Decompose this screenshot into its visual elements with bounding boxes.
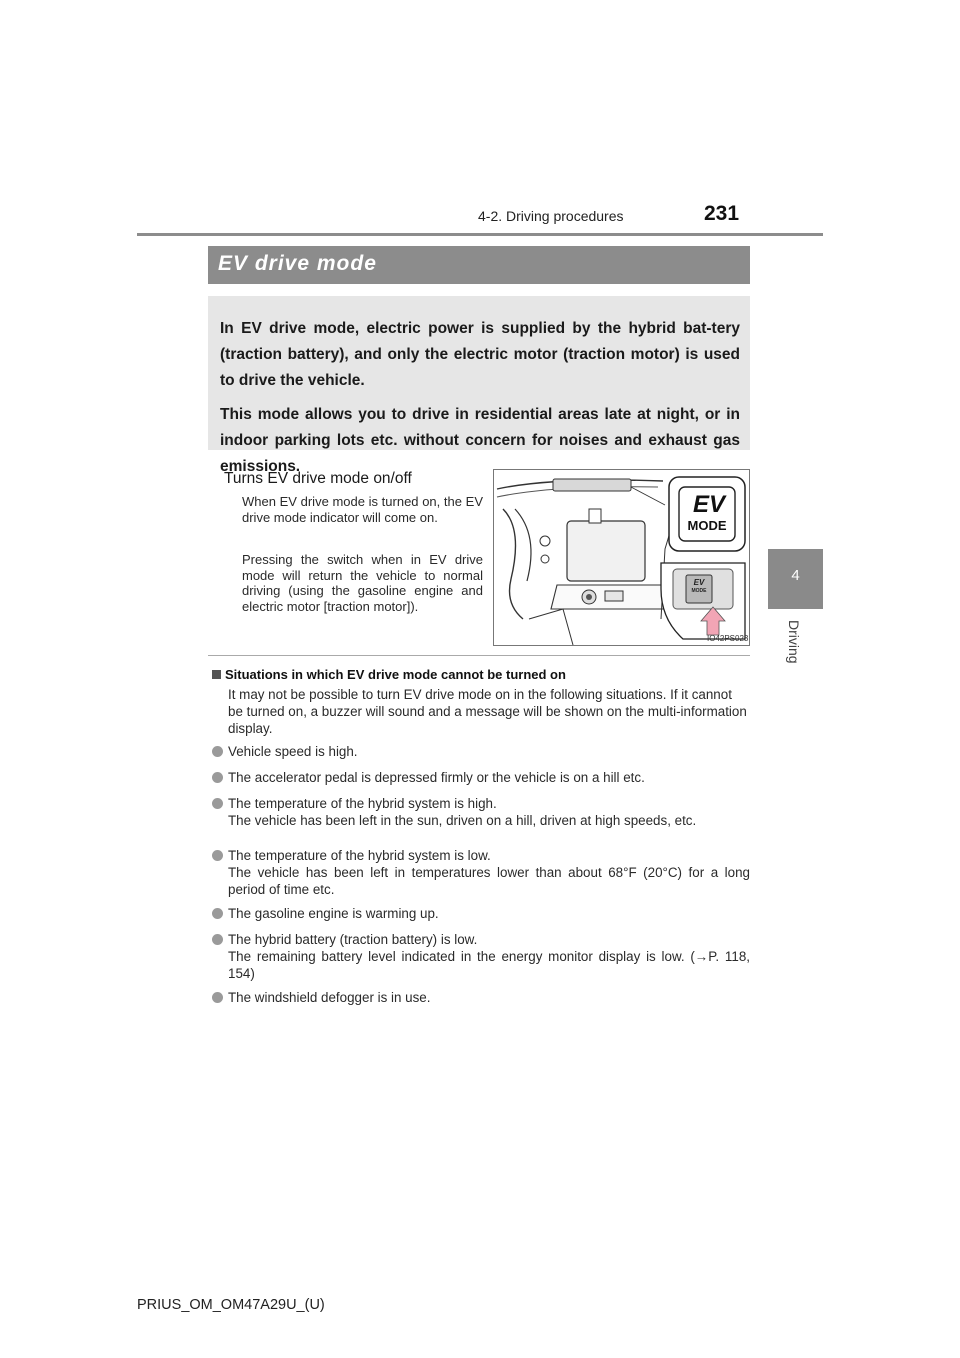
list-item (212, 769, 750, 786)
list-item (212, 795, 750, 829)
ev-switch-label-top: EV (693, 578, 705, 587)
ev-switch-label-bottom: MODE (691, 588, 707, 594)
list-item-text: Vehicle speed is high. (228, 744, 358, 759)
switch-paragraph: Pressing the switch when in EV drive mode will return the vehicle to normal driving (using the gasoline engine and electric motor [traction motor]). (242, 552, 483, 614)
dashboard-illustration (493, 469, 750, 646)
subsection-heading-text: Situations in which EV drive mode cannot be turned on (225, 667, 566, 682)
intro-paragraph: In EV drive mode, electric power is supplied by the hybrid bat-tery (traction battery), and only the electric motor (traction motor) is used to drive the vehicle. (220, 320, 740, 389)
subsection-heading (212, 667, 566, 682)
bullet-icon (212, 992, 223, 1003)
list-item-text: The gasoline engine is warming up. (228, 906, 439, 921)
page-number: 231 (704, 202, 740, 225)
list-item-text: The temperature of the hybrid system is low. (228, 848, 491, 863)
situations-body: It may not be possible to turn EV drive mode on in the following situations. If it cannot be turned on, a buzzer will sound and a message will be shown on the multi-information display. (228, 687, 747, 736)
list-item-text: The hybrid battery (traction battery) is low. (228, 932, 478, 947)
chapter-label: Driving (786, 620, 802, 664)
header-divider (137, 233, 823, 236)
list-item-text: The accelerator pedal is depressed firmly or the vehicle is on a hill etc. (228, 770, 645, 785)
intro-box (208, 296, 750, 475)
ev-badge-top: EV (692, 491, 725, 518)
list-item-detail: The vehicle has been left in temperatures lower than about 68°F (20°C) for a long period of time etc. (228, 865, 750, 897)
bullet-icon (212, 934, 223, 945)
list-item-detail: The vehicle has been left in the sun, driven on a hill, driven at high speeds, etc. (228, 813, 697, 828)
document-code: PRIUS_OM_OM47A29U_(U) (137, 1297, 325, 1313)
switch-paragraph: When EV drive mode is turned on, the EV drive mode indicator will come on. (242, 494, 483, 525)
switch-heading: Turns EV drive mode on/off (224, 470, 412, 487)
section-title: 4-2. Driving procedures (478, 208, 624, 224)
chapter-number: 4 (791, 567, 800, 584)
list-item-text: The temperature of the hybrid system is high. (228, 796, 497, 811)
figure-code: IO42PS023 (707, 634, 749, 643)
list-item (212, 989, 750, 1006)
section-heading-bar (208, 246, 750, 284)
square-bullet-icon (212, 670, 221, 679)
bullet-icon (212, 798, 223, 809)
intro-paragraph: This mode allows you to drive in residential areas late at night, or in indoor parking lots etc. without concern for noises and exhaust gas emissions. (220, 406, 740, 475)
list-item (212, 931, 750, 982)
bullet-icon (212, 850, 223, 861)
list-item (212, 905, 750, 922)
bullet-icon (212, 772, 223, 783)
chapter-tab (768, 549, 823, 609)
section-divider (208, 655, 750, 656)
list-item-text: The windshield defogger is in use. (228, 990, 431, 1005)
list-item (212, 847, 750, 898)
page-title: EV drive mode (218, 252, 377, 275)
bullet-icon (212, 746, 223, 757)
list-item-detail: The remaining battery level indicated in the energy monitor display is low. (→P. 118, 154) (228, 949, 750, 981)
ev-badge-bottom: MODE (687, 518, 727, 533)
list-item (212, 743, 750, 760)
bullet-icon (212, 908, 223, 919)
